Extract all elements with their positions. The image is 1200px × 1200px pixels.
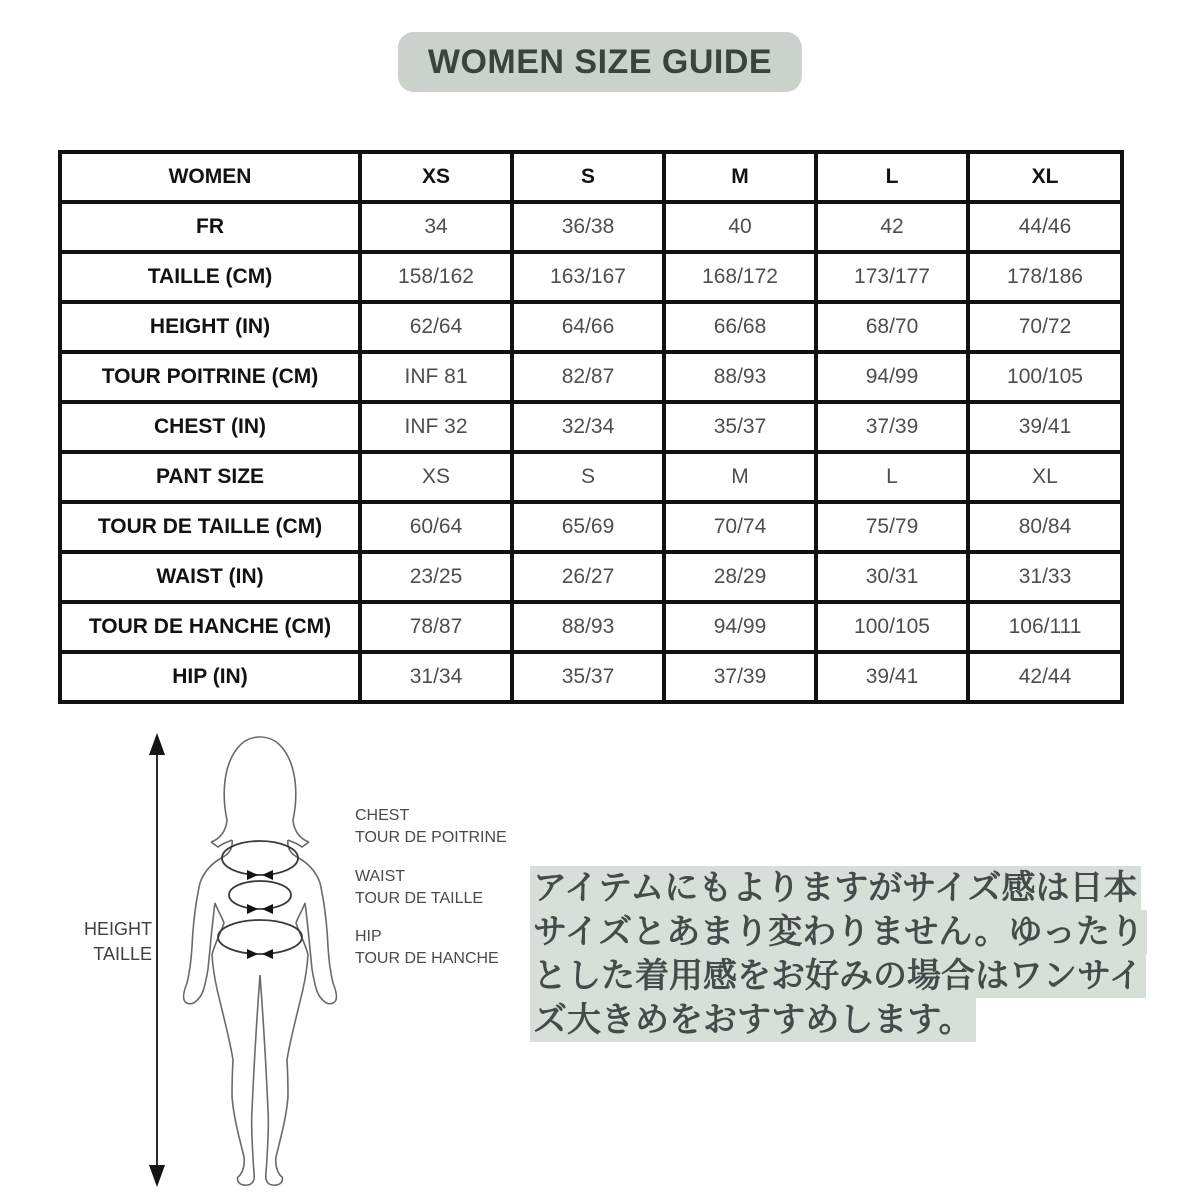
size-value: 42: [816, 202, 968, 252]
size-value: 65/69: [512, 502, 664, 552]
size-column-header: L: [816, 152, 968, 202]
size-value: 26/27: [512, 552, 664, 602]
table-row: [60, 252, 1122, 302]
note-line: サイズとあまり変わりません。ゆったり: [530, 910, 1147, 954]
chest-label-fr: TOUR DE POITRINE: [355, 829, 507, 846]
japanese-sizing-note: [530, 866, 1147, 1042]
size-value: 28/29: [664, 552, 816, 602]
table-row: [60, 452, 1122, 502]
hip-label: [355, 926, 499, 970]
size-value: L: [816, 452, 968, 502]
table-row: [60, 352, 1122, 402]
chest-label: [355, 805, 507, 849]
size-value: 178/186: [968, 252, 1122, 302]
size-column-header: S: [512, 152, 664, 202]
size-value: 94/99: [816, 352, 968, 402]
figure-body-outline: [184, 840, 337, 1185]
note-line: とした着用感をお好みの場合はワンサイ: [530, 954, 1146, 998]
hip-label-fr: TOUR DE HANCHE: [355, 950, 499, 967]
row-label: WAIST (IN): [60, 552, 360, 602]
row-label: TOUR DE TAILLE (CM): [60, 502, 360, 552]
size-value: 66/68: [664, 302, 816, 352]
size-value: 82/87: [512, 352, 664, 402]
size-value: XL: [968, 452, 1122, 502]
size-value: 70/74: [664, 502, 816, 552]
size-value: 64/66: [512, 302, 664, 352]
size-value: 94/99: [664, 602, 816, 652]
size-column-header: XS: [360, 152, 512, 202]
size-value: INF 32: [360, 402, 512, 452]
row-label: TOUR POITRINE (CM): [60, 352, 360, 402]
size-value: 23/25: [360, 552, 512, 602]
row-label: TAILLE (CM): [60, 252, 360, 302]
size-value: 39/41: [968, 402, 1122, 452]
body-measurement-diagram: [60, 725, 530, 1200]
note-line: アイテムにもよりますがサイズ感は日本: [530, 866, 1141, 910]
size-value: M: [664, 452, 816, 502]
size-value: 30/31: [816, 552, 968, 602]
size-value: 75/79: [816, 502, 968, 552]
ring-arrow-markers: [247, 870, 273, 959]
chest-ring: [222, 841, 298, 875]
size-value: 31/34: [360, 652, 512, 702]
size-value: 36/38: [512, 202, 664, 252]
chest-label-en: CHEST: [355, 807, 410, 824]
size-value: 35/37: [512, 652, 664, 702]
hip-label-en: HIP: [355, 928, 382, 945]
size-value: 39/41: [816, 652, 968, 702]
size-column-header: XL: [968, 152, 1122, 202]
table-row: [60, 602, 1122, 652]
size-value: 37/39: [816, 402, 968, 452]
row-label: TOUR DE HANCHE (CM): [60, 602, 360, 652]
table-row: [60, 402, 1122, 452]
size-value: 88/93: [664, 352, 816, 402]
note-line: ズ大きめをおすすめします。: [530, 998, 976, 1042]
size-value: 40: [664, 202, 816, 252]
height-label-en: HEIGHT: [83, 919, 152, 939]
size-value: 88/93: [512, 602, 664, 652]
size-value: 32/34: [512, 402, 664, 452]
table-row: [60, 302, 1122, 352]
table-row: [60, 502, 1122, 552]
size-value: 80/84: [968, 502, 1122, 552]
size-column-header: WOMEN: [60, 152, 360, 202]
size-value: 168/172: [664, 252, 816, 302]
row-label: CHEST (IN): [60, 402, 360, 452]
size-value: 78/87: [360, 602, 512, 652]
table-row: [60, 202, 1122, 252]
size-value: 70/72: [968, 302, 1122, 352]
size-value: 173/177: [816, 252, 968, 302]
row-label: FR: [60, 202, 360, 252]
figure-head-outline: [211, 737, 309, 847]
size-value: S: [512, 452, 664, 502]
size-value: 37/39: [664, 652, 816, 702]
size-value: XS: [360, 452, 512, 502]
size-value: 163/167: [512, 252, 664, 302]
hip-ring: [218, 920, 302, 954]
size-value: 106/111: [968, 602, 1122, 652]
size-value: 100/105: [816, 602, 968, 652]
table-row: [60, 652, 1122, 702]
size-value: 60/64: [360, 502, 512, 552]
page-title-badge: [398, 32, 802, 92]
size-column-header: M: [664, 152, 816, 202]
size-value: INF 81: [360, 352, 512, 402]
height-label: [60, 917, 152, 967]
size-value: 42/44: [968, 652, 1122, 702]
size-value: 34: [360, 202, 512, 252]
table-header-row: [60, 152, 1122, 202]
table-row: [60, 552, 1122, 602]
page-title: WOMEN SIZE GUIDE: [427, 43, 773, 81]
waist-label: [355, 866, 483, 910]
waist-ring: [229, 881, 291, 909]
height-label-fr: TAILLE: [93, 944, 152, 964]
size-value: 62/64: [360, 302, 512, 352]
row-label: PANT SIZE: [60, 452, 360, 502]
size-value: 100/105: [968, 352, 1122, 402]
row-label: HIP (IN): [60, 652, 360, 702]
size-value: 44/46: [968, 202, 1122, 252]
waist-label-fr: TOUR DE TAILLE: [355, 890, 484, 907]
size-value: 158/162: [360, 252, 512, 302]
waist-label-en: WAIST: [355, 868, 406, 885]
size-value: 31/33: [968, 552, 1122, 602]
size-value: 68/70: [816, 302, 968, 352]
row-label: HEIGHT (IN): [60, 302, 360, 352]
size-value: 35/37: [664, 402, 816, 452]
size-table: [58, 150, 1124, 704]
